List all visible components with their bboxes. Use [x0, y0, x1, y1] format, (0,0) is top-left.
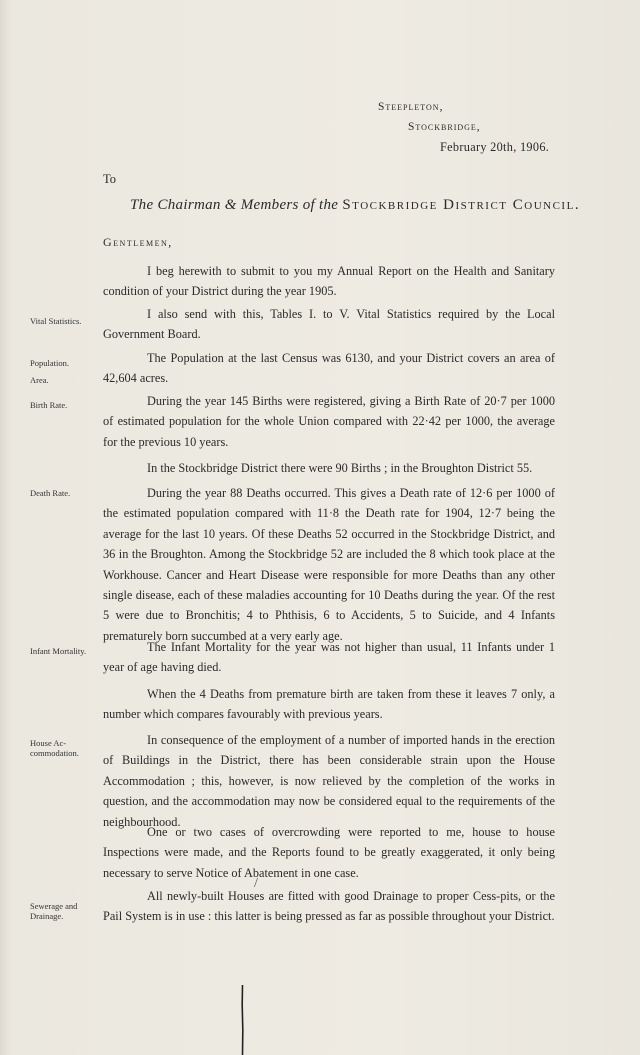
addressee-caps: Stockbridge District Council. [342, 197, 581, 213]
paragraph-population [103, 348, 555, 389]
address-line-1: Steepleton, [378, 101, 444, 113]
margin-note-population: Population. [30, 358, 69, 368]
paragraph-vital-statistics [103, 304, 555, 345]
paragraph-text: One or two cases of overcrowding were reported to me, house to house Inspections were made, and the Reports found to be greatly exaggerated, it only being necessary to serve Notice of Abatement in one case. [103, 825, 555, 880]
paragraph-report-intro [103, 261, 555, 302]
paragraph-infant-mortality [103, 637, 555, 678]
paragraph-text: The Infant Mortality for the year was not higher than usual, 11 Infants under 1 year of age having died. [103, 640, 555, 675]
paragraph-overcrowding [103, 822, 555, 883]
to-label: To [103, 172, 117, 186]
pencil-tick-mark: / [254, 876, 258, 891]
paragraph-birth-rate [103, 391, 555, 452]
paragraph-text: In the Stockbridge District there were 90 Births ; in the Broughton District 55. [147, 461, 533, 475]
paragraph-text: During the year 145 Births were registered, giving a Birth Rate of 20·7 per 1000 of estimated population for the whole Union compared with 22·42 per 1000, the average for the previous 10 years. [103, 394, 555, 449]
address-line-2: Stockbridge, [408, 121, 481, 133]
addressee-line [130, 197, 580, 214]
pencil-line-mark [241, 985, 244, 1055]
paragraph-births-by-district [103, 458, 555, 478]
letter-date: February 20th, 1906. [440, 140, 550, 154]
paragraph-death-rate [103, 483, 555, 646]
margin-note-area: Area. [30, 375, 49, 385]
addressee-italic: The Chairman & Members of the [130, 197, 339, 213]
margin-note-birth-rate: Birth Rate. [30, 400, 68, 410]
margin-note-house-accommodation: House Ac- commodation. [30, 738, 79, 758]
paragraph-premature-births [103, 684, 555, 725]
margin-note-sewerage: Sewerage and Drainage. [30, 901, 78, 921]
paragraph-text: I beg herewith to submit to you my Annual Report on the Health and Sanitary condition of your District during the year 1905. [103, 264, 555, 299]
paragraph-text: In consequence of the employment of a number of imported hands in the erection of Buildings in the District, there has been considerable strain upon the House Accommodation ; this, however, is now relieved by the completion of the works in question, and the accommodation may now be considered equal to the requirements of the neighbourhood. [103, 733, 555, 829]
paragraph-text: When the 4 Deaths from premature birth are taken from these it leaves 7 only, a number which compares favourably with previous years. [103, 687, 555, 722]
salutation: Gentlemen, [103, 235, 173, 249]
paragraph-text: All newly-built Houses are fitted with good Drainage to proper Cess-pits, or the Pail System is in use : this latter is being pressed as far as possible throughout your District. [103, 889, 555, 924]
margin-note-infant-mortality: Infant Mortality. [30, 646, 87, 656]
paragraph-text: The Population at the last Census was 6130, and your District covers an area of 42,604 acres. [103, 351, 555, 386]
paragraph-text: During the year 88 Deaths occurred. This gives a Death rate of 12·6 per 1000 of the estimated population compared with 11·8 the Death rate for 1904, 12·7 being the average for the last 10 years. Of these Deaths 52 occurred in the Stockbridge District, and 36 in the Broughton. Among the Stockbridge 52 are included the 8 which took place at the Workhouse. Cancer and Heart Disease were responsible for more Deaths than any other single disease, each of these maladies accounting for 10 Deaths during the year. Of the rest 5 were due to Bronchitis; 4 to Phthisis, 6 to Accidents, 5 to Suicide, and 4 Infants prematurely born succumbed at a very early age. [103, 486, 555, 643]
paragraph-text: I also send with this, Tables I. to V. Vital Statistics required by the Local Government Board. [103, 307, 555, 342]
paragraph-house-accommodation [103, 730, 555, 832]
margin-note-vital-statistics: Vital Statistics. [30, 316, 82, 326]
margin-note-death-rate: Death Rate. [30, 488, 71, 498]
paragraph-drainage [103, 886, 555, 927]
